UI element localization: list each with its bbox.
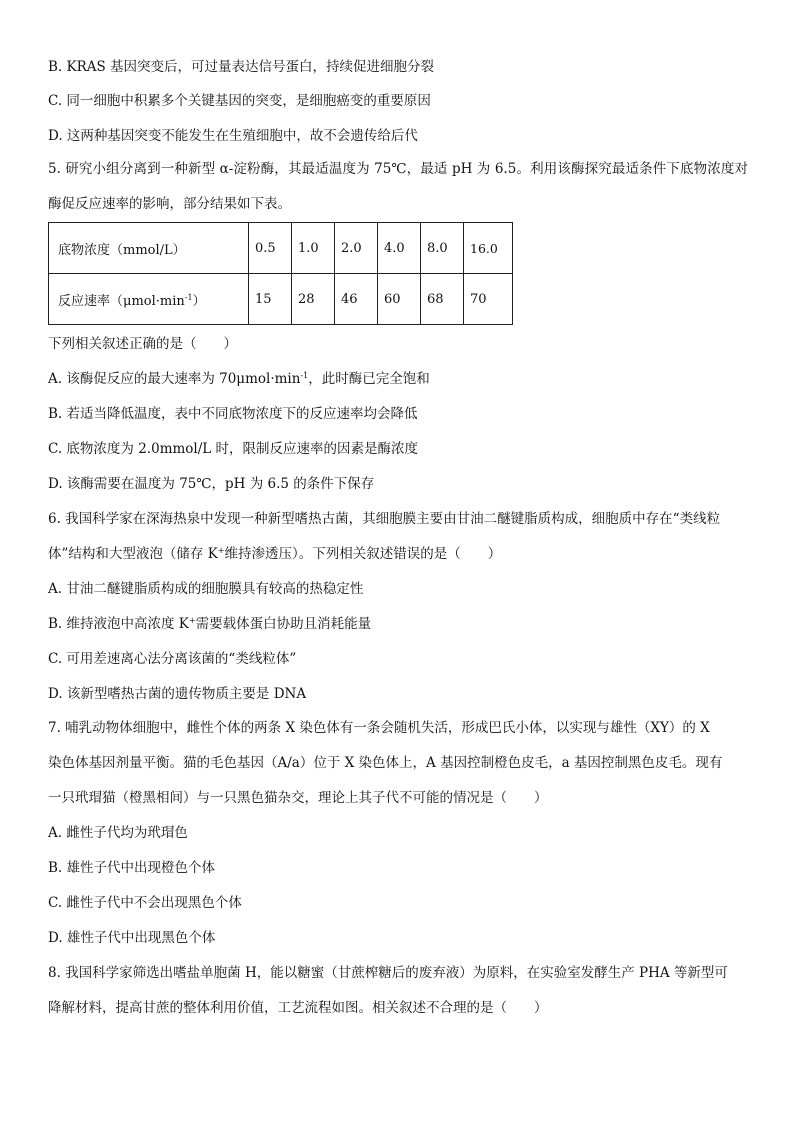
q6-option-b: B. 维持液泡中高浓度 K+需要载体蛋白协助且消耗能量 xyxy=(48,616,372,632)
q4-option-c: C. 同一细胞中积累多个关键基因的突变，是细胞癌变的重要原因 xyxy=(48,93,431,109)
table-cell: 70 xyxy=(464,274,513,325)
table-cell: 16.0 xyxy=(464,223,513,274)
q5-option-a: A. 该酶促反应的最大速率为 $70\mu mol\cdot\min^{-1}$，此时酶已完全饱和 xyxy=(48,371,430,387)
q7-stem-line-1: 7. 哺乳动物体细胞中，雌性个体的两条 X 染色体有一条会随机失活，形成巴氏小体，以实现与雄性（XY）的 X xyxy=(48,720,710,736)
table-cell: 46 xyxy=(335,274,378,325)
q5-stem: 5. 研究小组分离到一种新型 α-淀粉酶，其最适温度为 75℃，最适 pH 为 6.5。利用该酶探究最适条件下底物浓度对酶促反应速率的影响，部分结果如下表。 xyxy=(48,161,748,212)
q7-option-b: B. 雄性子代中出现橙色个体 xyxy=(48,860,216,876)
table-row xyxy=(49,274,513,325)
q6-stem-line-2: 体”结构和大型液泡（储存 K+维持渗透压）。下列相关叙述错误的是（ ） xyxy=(48,546,502,562)
table-cell: 68 xyxy=(421,274,464,325)
q4-option-b: B. KRAS 基因突变后，可过量表达信号蛋白，持续促进细胞分裂 xyxy=(48,59,435,75)
q7-stem-line-2: 染色体基因剂量平衡。猫的毛色基因（A/a）位于 X 染色体上，A 基因控制橙色皮毛，a 基因控制黑色皮毛。现有 xyxy=(48,755,723,771)
q7-stem-line-3: 一只玳瑁猫（橙黑相间）与一只黑色猫杂交，理论上其子代不可能的情况是（ ） xyxy=(48,790,548,806)
q6-option-d: D. 该新型嗜热古菌的遗传物质主要是 DNA xyxy=(48,686,307,702)
q7-option-a: A. 雌性子代均为玳瑁色 xyxy=(48,825,188,841)
q8-stem-line-1: 8. 我国科学家筛选出嗜盐单胞菌 H，能以糖蜜（甘蔗榨糖后的废弃液）为原料，在实验室发酵生产 PHA 等新型可 xyxy=(48,965,728,981)
q5-data-table xyxy=(48,222,513,325)
table-row-label-rate: 反应速率$(\mu mol\cdot\min^{-1})$ xyxy=(49,274,249,325)
q5-question: 下列相关叙述正确的是（ ） xyxy=(48,336,237,352)
q5-option-b: B. 若适当降低温度，表中不同底物浓度下的反应速率均会降低 xyxy=(48,406,418,422)
q8-stem-line-2: 降解材料，提高甘蔗的整体利用价值，工艺流程如图。相关叙述不合理的是（ ） xyxy=(48,1000,548,1016)
q5-option-c: C. 底物浓度为 2.0mmol/L 时，限制反应速率的因素是酶浓度 xyxy=(48,441,419,457)
q6-option-c: C. 可用差速离心法分离该菌的“类线粒体” xyxy=(48,651,297,667)
table-row-label-concentration: 底物浓度（mmol/L） xyxy=(49,223,249,274)
q5-option-d: D. 该酶需要在温度为 75℃，pH 为 6.5 的条件下保存 xyxy=(48,476,375,492)
table-cell: 60 xyxy=(378,274,421,325)
q7-option-c: C. 雌性子代中不会出现黑色个体 xyxy=(48,895,242,911)
table-cell: 1.0 xyxy=(292,223,335,274)
q6-stem-line-1: 6. 我国科学家在深海热泉中发现一种新型嗜热古菌，其细胞膜主要由甘油二醚键脂质构成，细胞质中存在“类线粒 xyxy=(48,511,721,527)
table-cell: 8.0 xyxy=(421,223,464,274)
q7-option-d: D. 雄性子代中出现黑色个体 xyxy=(48,930,216,946)
table-row xyxy=(49,223,513,274)
table-cell: 15 xyxy=(249,274,292,325)
table-cell: 0.5 xyxy=(249,223,292,274)
table-cell: 28 xyxy=(292,274,335,325)
q6-option-a: A. 甘油二醚键脂质构成的细胞膜具有较高的热稳定性 xyxy=(48,581,364,597)
table-cell: 2.0 xyxy=(335,223,378,274)
table-cell: 4.0 xyxy=(378,223,421,274)
q4-option-d: D. 这两种基因突变不能发生在生殖细胞中，故不会遗传给后代 xyxy=(48,128,418,144)
